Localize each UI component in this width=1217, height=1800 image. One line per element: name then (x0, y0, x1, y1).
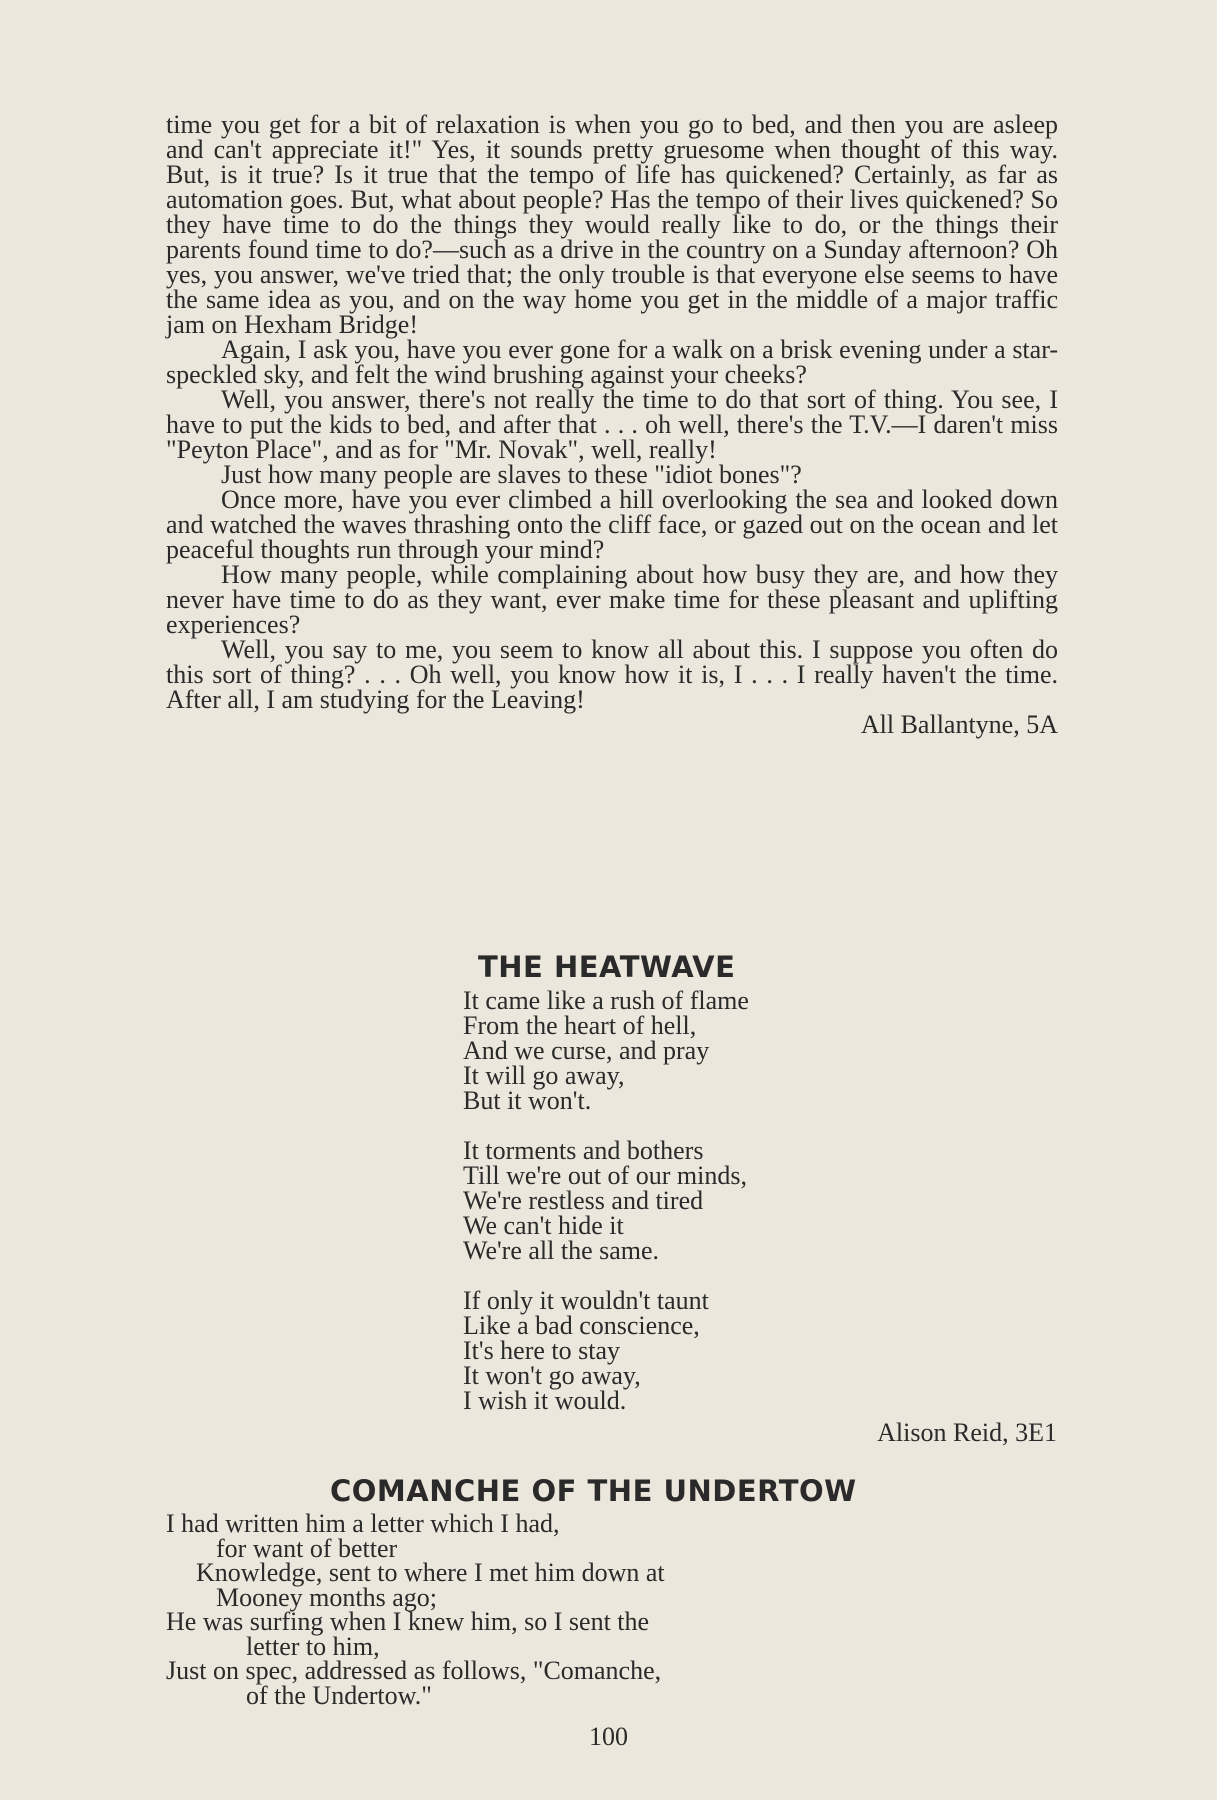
poem-line: Just on spec, addressed as follows, "Comanche, (166, 1656, 662, 1685)
essay-paragraph: Well, you say to me, you seem to know all about this. I suppose you often do this sort of thing? . . . Oh well, you know how it is, I . . . I really haven't the time. After all, I am studying for the Leaving! (166, 635, 1058, 714)
poem-line: letter to him, (246, 1631, 380, 1661)
poem-line: He was surfing when I knew him, so I sent the (166, 1607, 650, 1636)
poem-line: We can't hide it (463, 1211, 624, 1240)
poem-author: Alison Reid, 3E1 (877, 1418, 1057, 1447)
poem-line: It came like a rush of flame (463, 986, 749, 1015)
poem-title: COMANCHE OF THE UNDERTOW (330, 1474, 857, 1508)
poem-line: But it won't. (463, 1086, 592, 1115)
essay-paragraph: Once more, have you ever climbed a hill overlooking the sea and looked down and watched the waves thrashing onto the cliff face, or gazed out on the ocean and let peaceful thoughts run through your mind? (166, 485, 1058, 564)
page-number: 100 (589, 1722, 628, 1751)
poem-line: I wish it would. (463, 1386, 627, 1415)
essay-paragraph: Again, I ask you, have you ever gone for a walk on a brisk evening under a star-speckled sky, and felt the wind brushing against your cheeks? (166, 335, 1058, 389)
poem-comanche (166, 1509, 946, 1710)
poem-line: I had written him a letter which I had, (166, 1509, 560, 1538)
poem-title: THE HEATWAVE (478, 950, 736, 984)
essay-paragraph: Well, you answer, there's not really the time to do that sort of thing. You see, I have to put the kids to bed, and after that . . . oh well, there's the T.V.—I daren't miss "Peyton Place", and as for "Mr. Novak", well, really! (166, 385, 1058, 464)
essay-paragraph: time you get for a bit of relaxation is when you go to bed, and then you are asleep and can't appreciate it!" Yes, it sounds pretty gruesome when thought of this way. But, is it true? Is it true that the tempo of life has quickened? Certainly, as far as automation goes. But, what about people? Has the tempo of their lives quickened? So they have time to do the things they would really like to do, or the things their parents found time to do?—such as a drive in the country on a Sunday afternoon? Oh yes, you answer, we've tried that; the only trouble is that everyone else seems to have the same idea as you, and on the way home you get in the middle of a major traffic jam on Hexham Bridge! (166, 110, 1058, 339)
essay-author: All Ballantyne, 5A (860, 710, 1058, 739)
poem-line: It won't go away, (463, 1361, 641, 1390)
poem-line: We're restless and tired (463, 1186, 704, 1215)
poem-line: If only it wouldn't taunt (463, 1286, 709, 1315)
poem-line: From the heart of hell, (463, 1011, 697, 1040)
poem-stanza (463, 988, 1063, 1113)
poem-line: It will go away, (463, 1061, 625, 1090)
essay (166, 112, 1058, 737)
poem-line: Till we're out of our minds, (463, 1161, 747, 1190)
poem-line: It torments and bothers (463, 1136, 704, 1165)
essay-paragraph: Just how many people are slaves to these "idiot bones"? (221, 460, 802, 489)
poem-stanza (463, 1138, 1063, 1263)
poem-stanza (463, 1288, 1063, 1413)
essay-paragraph: How many people, while complaining about how busy they are, and how they never have time to do as they want, ever make time for these pleasant and uplifting experiences? (166, 560, 1058, 639)
poem-line: Mooney months ago; (216, 1582, 437, 1612)
poem-line: Knowledge, sent to where I met him down at (196, 1558, 665, 1587)
poem-line: for want of better (216, 1533, 398, 1563)
poem-line: And we curse, and pray (463, 1036, 710, 1065)
poem-line: Like a bad conscience, (463, 1311, 700, 1340)
poem-line: We're all the same. (463, 1236, 660, 1265)
poem-heatwave (463, 988, 1063, 1438)
poem-line: of the Undertow." (246, 1680, 432, 1710)
poem-line: It's here to stay (463, 1336, 621, 1365)
